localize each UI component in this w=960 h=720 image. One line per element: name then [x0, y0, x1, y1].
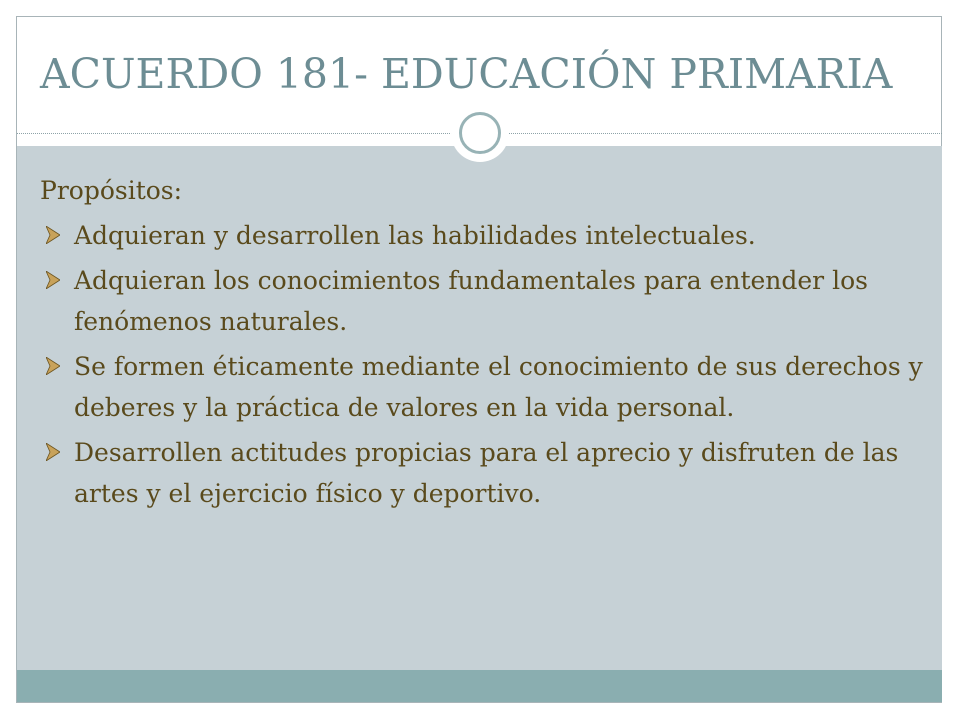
arrowhead-bullet-icon	[46, 357, 60, 375]
slide-title: ACUERDO 181- EDUCACIÓN PRIMARIA	[40, 50, 893, 98]
list-item-text: Se formen éticamente mediante el conocimiento de sus derechos y deberes y la práctica de valores en la vida personal.	[74, 352, 923, 422]
arrowhead-bullet-icon	[46, 226, 60, 244]
purposes-heading: Propósitos:	[40, 176, 183, 205]
purposes-list	[40, 215, 930, 514]
list-item	[40, 346, 930, 428]
arrowhead-bullet-icon	[46, 443, 60, 461]
list-item	[40, 215, 930, 256]
list-item-text: Desarrollen actitudes propicias para el aprecio y disfruten de las artes y el ejercicio físico y deportivo.	[74, 438, 899, 508]
slide-body	[40, 170, 930, 518]
list-item-text: Adquieran y desarrollen las habilidades intelectuales.	[74, 221, 756, 250]
ring-ornament-icon	[451, 104, 509, 162]
footer-band	[17, 670, 942, 702]
list-item	[40, 432, 930, 514]
list-item	[40, 260, 930, 342]
ring-ornament-inner	[459, 112, 501, 154]
list-item-text: Adquieran los conocimientos fundamentales para entender los fenómenos naturales.	[74, 266, 868, 336]
arrowhead-bullet-icon	[46, 271, 60, 289]
